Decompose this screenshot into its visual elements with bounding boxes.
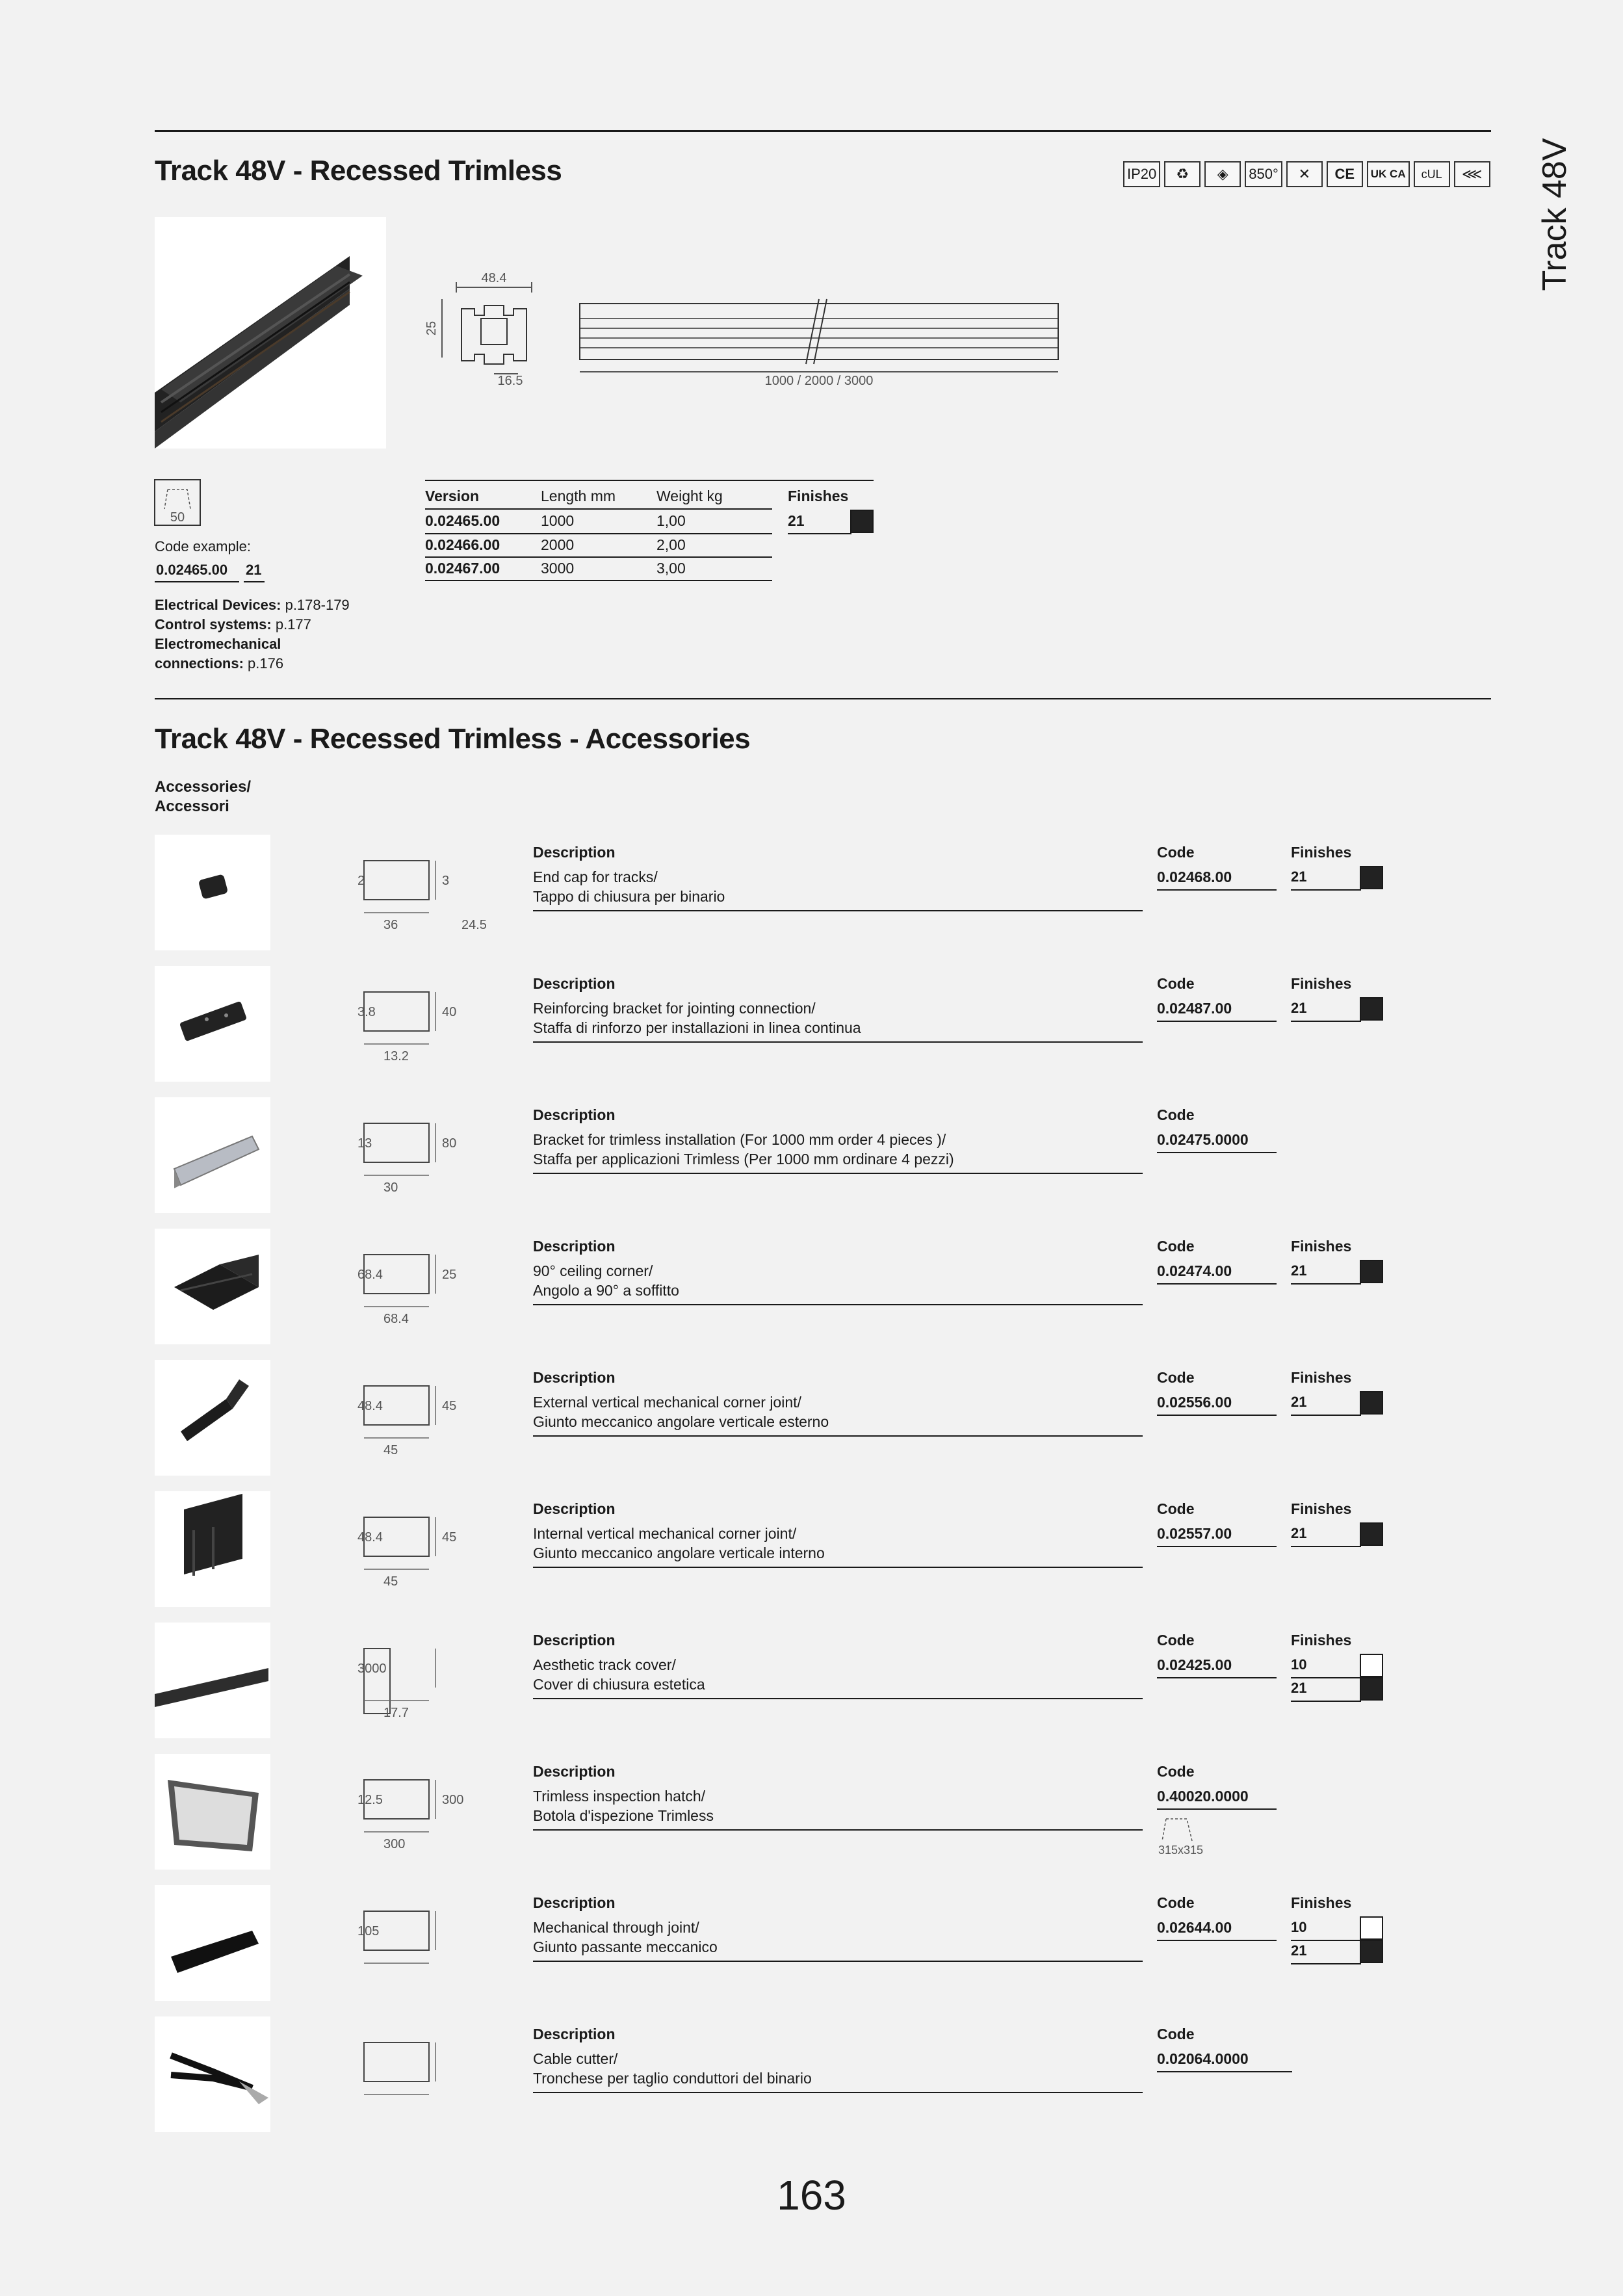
dimension-label: 300 [383, 1837, 406, 1851]
finish-swatch [1360, 997, 1383, 1021]
dimension-label: 2 [357, 874, 365, 888]
code-header: Code [1157, 1894, 1195, 1911]
code-header: Code [1157, 844, 1195, 861]
references: Electrical Devices: p.178-179 Control systems: p.177 Electromechanical connections: p.176 [155, 597, 350, 672]
accessory-description: 90° ceiling corner/ Angolo a 90° a soffitto [533, 1262, 679, 1299]
driver-icon: ◈ [1204, 161, 1241, 187]
page-number: 163 [777, 2172, 846, 2219]
cutout-icon [155, 480, 200, 525]
accessory-description: Internal vertical mechanical corner joint/ Giunto meccanico angolare verticale interno [533, 1525, 825, 1561]
description-header: Description [533, 844, 616, 861]
ip20-icon: IP20 [1123, 161, 1160, 187]
accessory-code: 0.02557.00 [1157, 1525, 1232, 1542]
finish-code: 21 [1291, 1942, 1307, 1959]
code-header: Code [1157, 1500, 1195, 1517]
finish-code: 21 [1291, 1680, 1307, 1696]
dimension-label: 24.5 [461, 918, 487, 932]
side-tab: Track 48V [1536, 138, 1574, 291]
accessory-description: External vertical mechanical corner joint/ Giunto meccanico angolare verticale esterno [533, 1394, 829, 1430]
dimension-label: 45 [442, 1530, 457, 1545]
dimension-label: 3000 [357, 1662, 387, 1676]
page-title: Track 48V - Recessed Trimless [155, 155, 562, 187]
height-dim: 25 [424, 320, 439, 336]
description-header: Description [533, 1238, 616, 1255]
accessory-description: Cable cutter/ Tronchese per taglio conduttori del binario [533, 2050, 812, 2087]
finish-swatch [1360, 866, 1383, 889]
certification-icons [1123, 161, 1490, 187]
dimension-label: 13 [357, 1136, 372, 1151]
description-header: Description [533, 1632, 616, 1649]
description-header: Description [533, 1763, 616, 1780]
cul-icon: cUL [1414, 161, 1450, 187]
accessory-photo [155, 1754, 270, 1870]
accessory-drawing [305, 1360, 500, 1476]
finish-swatch [1360, 1522, 1383, 1546]
finishes-header: Finishes [1291, 1500, 1352, 1517]
track-render [155, 217, 386, 449]
accessory-description: Trimless inspection hatch/ Botola d'ispezione Trimless [533, 1788, 714, 1824]
accessory-code: 0.02644.00 [1157, 1919, 1232, 1936]
code-header: Code [1157, 1369, 1195, 1386]
finishes-header: Finishes [1291, 1632, 1352, 1649]
code-example-code: 0.02465.00 [156, 562, 228, 578]
accessories-title: Track 48V - Recessed Trimless - Accessories [155, 723, 751, 755]
finish-code: 10 [1291, 1656, 1307, 1673]
accessory-drawing [305, 1754, 500, 1870]
description-header: Description [533, 1369, 616, 1386]
accessory-description: Reinforcing bracket for jointing connection/ Staffa di rinforzo per installazioni in linea continua [533, 1000, 861, 1036]
ce-icon: CE [1327, 161, 1363, 187]
accessory-code: 0.02487.00 [1157, 1000, 1232, 1017]
code-header: Code [1157, 1763, 1195, 1780]
accessory-description: End cap for tracks/ Tappo di chiusura per binario [533, 868, 725, 905]
finish-swatch [1360, 1940, 1383, 1963]
accessory-drawing [305, 1229, 500, 1344]
dimension-label: 68.4 [383, 1312, 409, 1326]
dimension-label: 48.4 [357, 1399, 383, 1413]
accessory-photo [155, 1229, 270, 1344]
table-row: 0.02466.00 [425, 536, 500, 553]
accessory-drawing [305, 1623, 500, 1738]
code-example-label: Code example: [155, 538, 251, 554]
dimension-label: 3 [442, 874, 450, 888]
accessory-drawing [305, 835, 500, 950]
accessory-description: Bracket for trimless installation (For 1000 mm order 4 pieces )/ Staffa per applicazioni Trimless (Per 1000 mm ordinare 4 pezzi) [533, 1131, 954, 1168]
finish-swatch [1360, 1391, 1383, 1415]
product-photo [155, 217, 386, 449]
code-header: Code [1157, 1106, 1195, 1123]
finish-swatch [1360, 1916, 1383, 1940]
table-row: 0.02467.00 [425, 560, 500, 577]
accessory-description: Aesthetic track cover/ Cover di chiusura estetica [533, 1656, 705, 1693]
width-dim: 48.4 [481, 271, 507, 285]
accessory-photo [155, 835, 270, 950]
accessory-render [155, 1229, 270, 1344]
finish-code: 21 [1291, 1262, 1307, 1279]
track-dimension-drawing [416, 273, 1066, 390]
base-dim: 16.5 [497, 374, 523, 388]
accessory-code: 0.02475.0000 [1157, 1131, 1249, 1148]
dimension-label: 12.5 [357, 1793, 383, 1807]
accessory-render [155, 1491, 270, 1607]
finishes-header: Finishes [1291, 844, 1352, 861]
dimension-label: 17.7 [383, 1706, 409, 1720]
accessory-photo [155, 1491, 270, 1607]
accessory-render [155, 1623, 270, 1738]
accessory-drawing [305, 1885, 500, 2001]
finish-swatch-black [850, 510, 874, 533]
description-header: Description [533, 1894, 616, 1911]
accessory-render [155, 2016, 270, 2132]
accessory-photo [155, 1360, 270, 1476]
accessory-drawing [305, 1097, 500, 1213]
finish-swatch [1360, 1677, 1383, 1701]
description-header: Description [533, 1106, 616, 1123]
dimension-label: 45 [383, 1574, 398, 1589]
code-example-finish: 21 [246, 562, 262, 578]
finishes-header: Finishes [1291, 1369, 1352, 1386]
accessory-photo [155, 1885, 270, 2001]
accessory-code: 0.02556.00 [1157, 1394, 1232, 1411]
accessory-drawing [305, 966, 500, 1082]
accessory-code: 0.02425.00 [1157, 1656, 1232, 1673]
accessory-drawing [305, 2016, 500, 2132]
ukca-icon: UK CA [1367, 161, 1410, 187]
accessory-photo [155, 966, 270, 1082]
finish-code: 21 [1291, 1525, 1307, 1541]
glow-wire-icon: 850° [1245, 161, 1282, 187]
accessory-code: 0.02064.0000 [1157, 2050, 1249, 2067]
code-header: Code [1157, 2026, 1195, 2042]
no-glow-wire-icon: ✕ [1286, 161, 1323, 187]
accessories-subtitle: Accessories/ Accessori [155, 778, 252, 815]
accessory-description: Mechanical through joint/ Giunto passante meccanico [533, 1919, 718, 1955]
cutout-dim: 315x315 [1158, 1844, 1204, 1857]
dimension-label: 25 [442, 1268, 457, 1282]
finishes-header: Finishes [1291, 1238, 1352, 1255]
code-header: Code [1157, 1632, 1195, 1649]
finish-swatch [1360, 1654, 1383, 1677]
code-header: Code [1157, 975, 1195, 992]
accessory-render [155, 1885, 270, 2001]
finish-code: 21 [1291, 1394, 1307, 1410]
finish-code: 21 [1291, 1000, 1307, 1016]
finishes-header: Finishes [1291, 975, 1352, 992]
accessory-drawing [305, 1491, 500, 1607]
cutout-dim: 50 [170, 510, 185, 525]
dimension-label: 80 [442, 1136, 457, 1151]
accessory-code: 0.40020.0000 [1157, 1788, 1249, 1805]
finish-swatch [1360, 1260, 1383, 1283]
accessory-code: 0.02468.00 [1157, 868, 1232, 885]
dimension-label: 30 [383, 1181, 398, 1195]
accessory-render [155, 1097, 270, 1213]
dimension-label: 300 [442, 1793, 464, 1807]
accessory-render [155, 1360, 270, 1476]
dimension-label: 13.2 [383, 1049, 409, 1063]
description-header: Description [533, 1500, 616, 1517]
accessory-photo [155, 2016, 270, 2132]
table-row: 0.02465.00 [425, 512, 500, 529]
recycle-icon: ♻ [1164, 161, 1201, 187]
section-rule [155, 698, 1491, 699]
accessory-render [155, 1754, 270, 1870]
description-header: Description [533, 2026, 616, 2042]
length-dim: 1000 / 2000 / 3000 [764, 374, 874, 388]
finish-code: 21 [788, 512, 805, 529]
finishes-header: Finishes [1291, 1894, 1352, 1911]
accessory-photo [155, 1623, 270, 1738]
accessory-code: 0.02474.00 [1157, 1262, 1232, 1279]
description-header: Description [533, 975, 616, 992]
class-iii-icon: ⋘ [1454, 161, 1490, 187]
code-header: Code [1157, 1238, 1195, 1255]
finish-code: 21 [1291, 868, 1307, 885]
dimension-label: 105 [357, 1924, 380, 1938]
accessory-render [155, 966, 270, 1082]
dimension-label: 45 [383, 1443, 398, 1457]
dimension-label: 36 [383, 918, 398, 932]
dimension-label: 40 [442, 1005, 457, 1019]
finish-code: 10 [1291, 1919, 1307, 1935]
dimension-label: 48.4 [357, 1530, 383, 1545]
accessory-photo [155, 1097, 270, 1213]
dimension-label: 45 [442, 1399, 457, 1413]
dimension-label: 68.4 [357, 1268, 383, 1282]
accessory-render [155, 835, 270, 950]
top-rule [155, 130, 1491, 132]
dimension-label: 3.8 [357, 1005, 376, 1019]
